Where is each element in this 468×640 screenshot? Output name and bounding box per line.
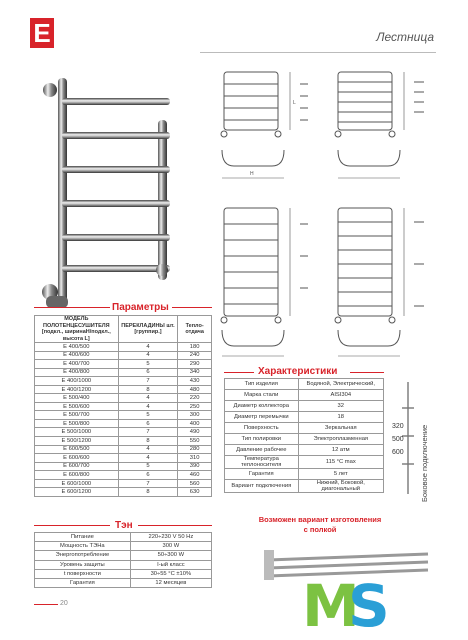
params-row <box>35 419 212 428</box>
side-num-3: 600 <box>392 449 404 456</box>
ten-row <box>35 551 212 560</box>
drawing-front-7 <box>332 200 432 324</box>
chars-row-cell: 32 <box>298 401 383 412</box>
ten-rule-right <box>138 525 212 526</box>
drawing-front-4 <box>210 62 310 142</box>
chars-row-cell: Диаметр коллектора <box>225 401 299 412</box>
params-row-cell: 8 <box>118 385 178 394</box>
side-numbers <box>392 420 404 459</box>
chars-row <box>225 445 384 456</box>
chars-row-cell: Гарантия <box>225 469 299 480</box>
ten-row <box>35 542 212 551</box>
drawing-top-1 <box>210 144 310 186</box>
params-row-cell: 460 <box>178 471 212 480</box>
params-row-cell: Е 400/800 <box>35 368 119 377</box>
params-row <box>35 428 212 437</box>
product-photo <box>36 60 191 310</box>
params-row-cell: 630 <box>178 488 212 497</box>
ten-row-cell: I-ый класс <box>130 560 211 569</box>
params-row-cell: 7 <box>118 428 178 437</box>
chars-row <box>225 469 384 480</box>
side-connection-label-wrap <box>418 404 430 504</box>
params-row-cell: Е 600/500 <box>35 445 119 454</box>
params-row <box>35 411 212 420</box>
chars-row-cell: Тип полировки <box>225 434 299 445</box>
params-header-model: МОДЕЛЬ ПОЛОТЕНЦЕСУШИТЕЛЯ [подкл., ширинаН/подкл., высота L] <box>35 316 119 343</box>
params-row-cell: 6 <box>118 419 178 428</box>
chars-table <box>224 378 384 493</box>
params-row <box>35 454 212 463</box>
chars-row-cell: Температура теплоносителя <box>225 456 299 469</box>
drawing-front-6 <box>210 200 310 324</box>
chars-rule-right <box>350 372 384 373</box>
chars-rule-left <box>224 372 254 373</box>
ten-row-cell: Гарантия <box>35 578 131 587</box>
chars-row-cell: Зеркальная <box>298 423 383 434</box>
params-row-cell: 4 <box>118 394 178 403</box>
params-row <box>35 377 212 386</box>
params-row-cell: 8 <box>118 488 178 497</box>
chars-row-cell: Электроплазменная <box>298 434 383 445</box>
ten-row-cell: 50÷300 W <box>130 551 211 560</box>
params-row-cell: Е 500/700 <box>35 411 119 420</box>
params-row <box>35 462 212 471</box>
params-row-cell: Е 500/1200 <box>35 437 119 446</box>
params-row <box>35 402 212 411</box>
params-row <box>35 360 212 369</box>
params-rule-left <box>34 307 110 308</box>
chars-row-cell: AISI304 <box>298 390 383 401</box>
drawing-label-h: H <box>250 171 254 177</box>
params-body <box>35 343 212 497</box>
params-row <box>35 437 212 446</box>
params-row-cell: Е 400/700 <box>35 360 119 369</box>
drawing-top-3 <box>210 326 310 366</box>
params-row-cell: Е 500/600 <box>35 402 119 411</box>
chars-title: Характеристики <box>258 366 338 377</box>
chars-row-cell: Марка стали <box>225 390 299 401</box>
chars-row-cell: 12 атм <box>298 445 383 456</box>
chars-row <box>225 456 384 469</box>
params-row-cell: 4 <box>118 351 178 360</box>
chars-row <box>225 379 384 390</box>
params-row-cell: 6 <box>118 368 178 377</box>
shelf-variant-line2: с полкой <box>303 525 337 534</box>
chars-row-cell: Тип изделия <box>225 379 299 390</box>
side-num-1: 320 <box>392 423 404 430</box>
chars-row-cell: Вариант подключения <box>225 480 299 493</box>
params-row-cell: 4 <box>118 402 178 411</box>
ten-row-cell: t поверхности <box>35 569 131 578</box>
params-row-cell: 310 <box>178 454 212 463</box>
params-row <box>35 385 212 394</box>
ten-row-cell: Питание <box>35 533 131 542</box>
params-row-cell: 490 <box>178 428 212 437</box>
params-row-cell: 280 <box>178 445 212 454</box>
chars-row <box>225 434 384 445</box>
params-row <box>35 488 212 497</box>
ten-body <box>35 533 212 588</box>
params-row-cell: 4 <box>118 445 178 454</box>
drawing-front-5 <box>332 62 432 142</box>
params-row-cell: Е 400/500 <box>35 343 119 352</box>
params-row-cell: 5 <box>118 411 178 420</box>
params-header-bars: ПЕРЕКЛАДИНЫ шт. [группир.] <box>118 316 178 343</box>
params-table <box>34 315 212 497</box>
params-row-cell: 480 <box>178 385 212 394</box>
svg-text:S: S <box>348 572 390 632</box>
ten-row-cell: 220÷230 V 50 Hz <box>130 533 211 542</box>
params-row-cell: 5 <box>118 462 178 471</box>
chars-row-cell: Поверхность <box>225 423 299 434</box>
shelf-variant-note <box>230 515 410 535</box>
params-row-cell: 6 <box>118 471 178 480</box>
page-number: 20 <box>60 600 68 607</box>
params-row-cell: 390 <box>178 462 212 471</box>
params-row-cell: Е 600/800 <box>35 471 119 480</box>
params-row-cell: Е 400/600 <box>35 351 119 360</box>
params-row-cell: 430 <box>178 377 212 386</box>
params-row-cell: 180 <box>178 343 212 352</box>
params-row-cell: 4 <box>118 343 178 352</box>
params-row-cell: 250 <box>178 402 212 411</box>
drawing-label-l: L <box>293 100 296 106</box>
chars-body <box>225 379 384 493</box>
ten-row <box>35 578 212 587</box>
params-row-cell: 4 <box>118 454 178 463</box>
params-row-cell: Е 600/600 <box>35 454 119 463</box>
params-row-cell: Е 600/1000 <box>35 479 119 488</box>
drawing-top-4 <box>332 326 432 366</box>
ten-row-cell: 300 W <box>130 542 211 551</box>
chars-row <box>225 480 384 493</box>
params-row <box>35 394 212 403</box>
params-row-cell: 240 <box>178 351 212 360</box>
svg-text:M: M <box>302 572 360 632</box>
params-row <box>35 368 212 377</box>
params-row-cell: 560 <box>178 479 212 488</box>
series-badge: E <box>30 18 54 48</box>
ten-row-cell: Мощность ТЭНа <box>35 542 131 551</box>
chars-row <box>225 401 384 412</box>
brand-logo <box>300 572 400 632</box>
params-row-cell: Е 600/700 <box>35 462 119 471</box>
chars-row-cell: Диаметр перемычки <box>225 412 299 423</box>
params-row-cell: 290 <box>178 360 212 369</box>
ten-rule-left <box>34 525 110 526</box>
chars-row-cell: 5 лет <box>298 469 383 480</box>
ten-title: Тэн <box>115 520 133 531</box>
params-row <box>35 343 212 352</box>
chars-row-cell: Водяной, Электрический, <box>298 379 383 390</box>
ten-row <box>35 569 212 578</box>
params-row-cell: 400 <box>178 419 212 428</box>
params-row-cell: 550 <box>178 437 212 446</box>
params-row-cell: 7 <box>118 377 178 386</box>
params-row <box>35 445 212 454</box>
params-header-heat: Тепло-отдача <box>178 316 212 343</box>
shelf-variant-line1: Возможен вариант изготовления <box>258 515 382 524</box>
ten-row <box>35 560 212 569</box>
params-rule-right <box>172 307 212 308</box>
params-row-cell: Е 400/1200 <box>35 385 119 394</box>
params-row-cell: Е 600/1200 <box>35 488 119 497</box>
chars-row-cell: Нижний, Боковой, диагональный <box>298 480 383 493</box>
chars-row <box>225 423 384 434</box>
params-row-cell: 5 <box>118 360 178 369</box>
params-row <box>35 351 212 360</box>
params-row-cell: Е 400/1000 <box>35 377 119 386</box>
ten-row-cell: Уровень защиты <box>35 560 131 569</box>
footer-rule <box>34 604 58 605</box>
params-row-cell: 220 <box>178 394 212 403</box>
chars-row-cell: Давление рабочее <box>225 445 299 456</box>
side-num-2: 500 <box>392 436 404 443</box>
ten-row-cell: 30÷55 °C ±10% <box>130 569 211 578</box>
category-title: Лестница <box>376 30 434 44</box>
params-row-cell: 340 <box>178 368 212 377</box>
params-row <box>35 479 212 488</box>
chars-row <box>225 412 384 423</box>
chars-row-cell: 18 <box>298 412 383 423</box>
drawing-top-2 <box>332 144 432 186</box>
params-row-cell: 300 <box>178 411 212 420</box>
params-row-cell: Е 500/1000 <box>35 428 119 437</box>
ten-table <box>34 532 212 588</box>
chars-row-cell: 115 °С max <box>298 456 383 469</box>
params-row <box>35 471 212 480</box>
params-title: Параметры <box>112 302 169 313</box>
ten-row-cell: 12 месяцев <box>130 578 211 587</box>
params-row-cell: Е 500/800 <box>35 419 119 428</box>
params-row-cell: 8 <box>118 437 178 446</box>
ten-row <box>35 533 212 542</box>
params-row-cell: Е 500/400 <box>35 394 119 403</box>
ten-row-cell: Энергопотребление <box>35 551 131 560</box>
header-divider <box>200 52 436 53</box>
chars-row <box>225 390 384 401</box>
params-row-cell: 7 <box>118 479 178 488</box>
side-connection-label: Боковое подключение <box>420 424 429 502</box>
